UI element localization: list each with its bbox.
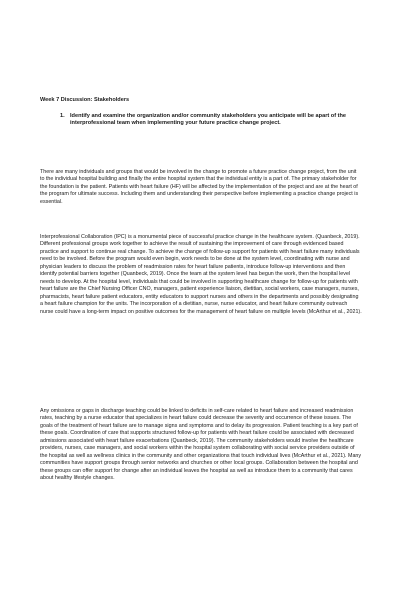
paragraph-community-stakeholders: Any omissions or gaps in discharge teaching could be linked to deficits in self-care related to heart failure and increased readmission rates, teaching by a nurse educator that specializes in heart failure could decrease the severity and occurrence of these issues. The goals of the treatment of heart failure are to manage signs and symptoms and to delay its progression. Patient teaching is a key part of these goals. Coordination of care that supports structured follow-up for patients with heart failure could be associated with decreased admissions associated with heart failure exacerbations (Quanbeck, 2019). The community stakeholders would involve the healthcare providers, nurses, case managers, and social workers within the hospital system collaborating with social service providers outside of the hospital as well as wellness clinics in the community and other organizations that touch individual lives (McArthur et al., 2021). Many communities have support groups through senior networks and churches or other local groups. Collaboration between the hospital and these groups can offer support for change after an individual leaves the hospital as well as introduce them to a community that cares about healthy lifestyle changes. — [40, 408, 362, 482]
question-number: 1. — [60, 113, 65, 119]
paragraph-stakeholders-intro: There are many individuals and groups that would be involved in the change to promote a future practice change project, from the unit to the individual hospital building and finally the entire hospital system that the individual entity is a part of. The primary stakeholder for the foundation is the patient. Patients with heart failure (HF) will be affected by the implementation of the project and are at the heart of the program for ultimate success. Including them and understanding their perspective before implementing a practice change project is essential. — [40, 169, 359, 205]
question-text: Identify and examine the organization and/or community stakeholders you anticipate will be apart of the interprofessional team when implementing your future practice change project. — [70, 113, 347, 127]
discussion-question — [60, 113, 350, 128]
document-title: Week 7 Discussion: Stakeholders — [40, 97, 130, 103]
paragraph-interprofessional-collaboration: Interprofessional Collaboration (IPC) is a monumental piece of successful practice change in the healthcare system. (Quanbeck, 2019). Different professional groups work together to achieve the result of sustaining the improvement of care through evidenced based practice and support to continue real change. To achieve the change of follow-up support for patients with heart failure many individuals need to be involved. Before the program would even begin, work needs to be done at the system level, coordinating with nurse and physician leaders to discuss the problem of readmission rates for heart failure patients, introduce follow-up interventions and then identify potential barriers together (Quanbeck, 2019). Once the team at the system level has begun the work, then the hospital level needs to develop. At the hospital level, individuals that could be involved in supporting healthcare change for follow-up for patients with heart failure are the Chief Nursing Officer CNO, managers, patient experience liaison, dietitian, social workers, case managers, nurses, pharmacists, heart failure patient educators, entity educators to support nurses and others in the departments and possibly designating a heart failure champion for the units. The incorporation of a dietitian, nurse, nurse educator, and heart failure community outreach nurse could have a long-term impact on positive outcomes for the management of heart failure on multiple levels (McArthur et al., 2021). — [40, 234, 362, 315]
